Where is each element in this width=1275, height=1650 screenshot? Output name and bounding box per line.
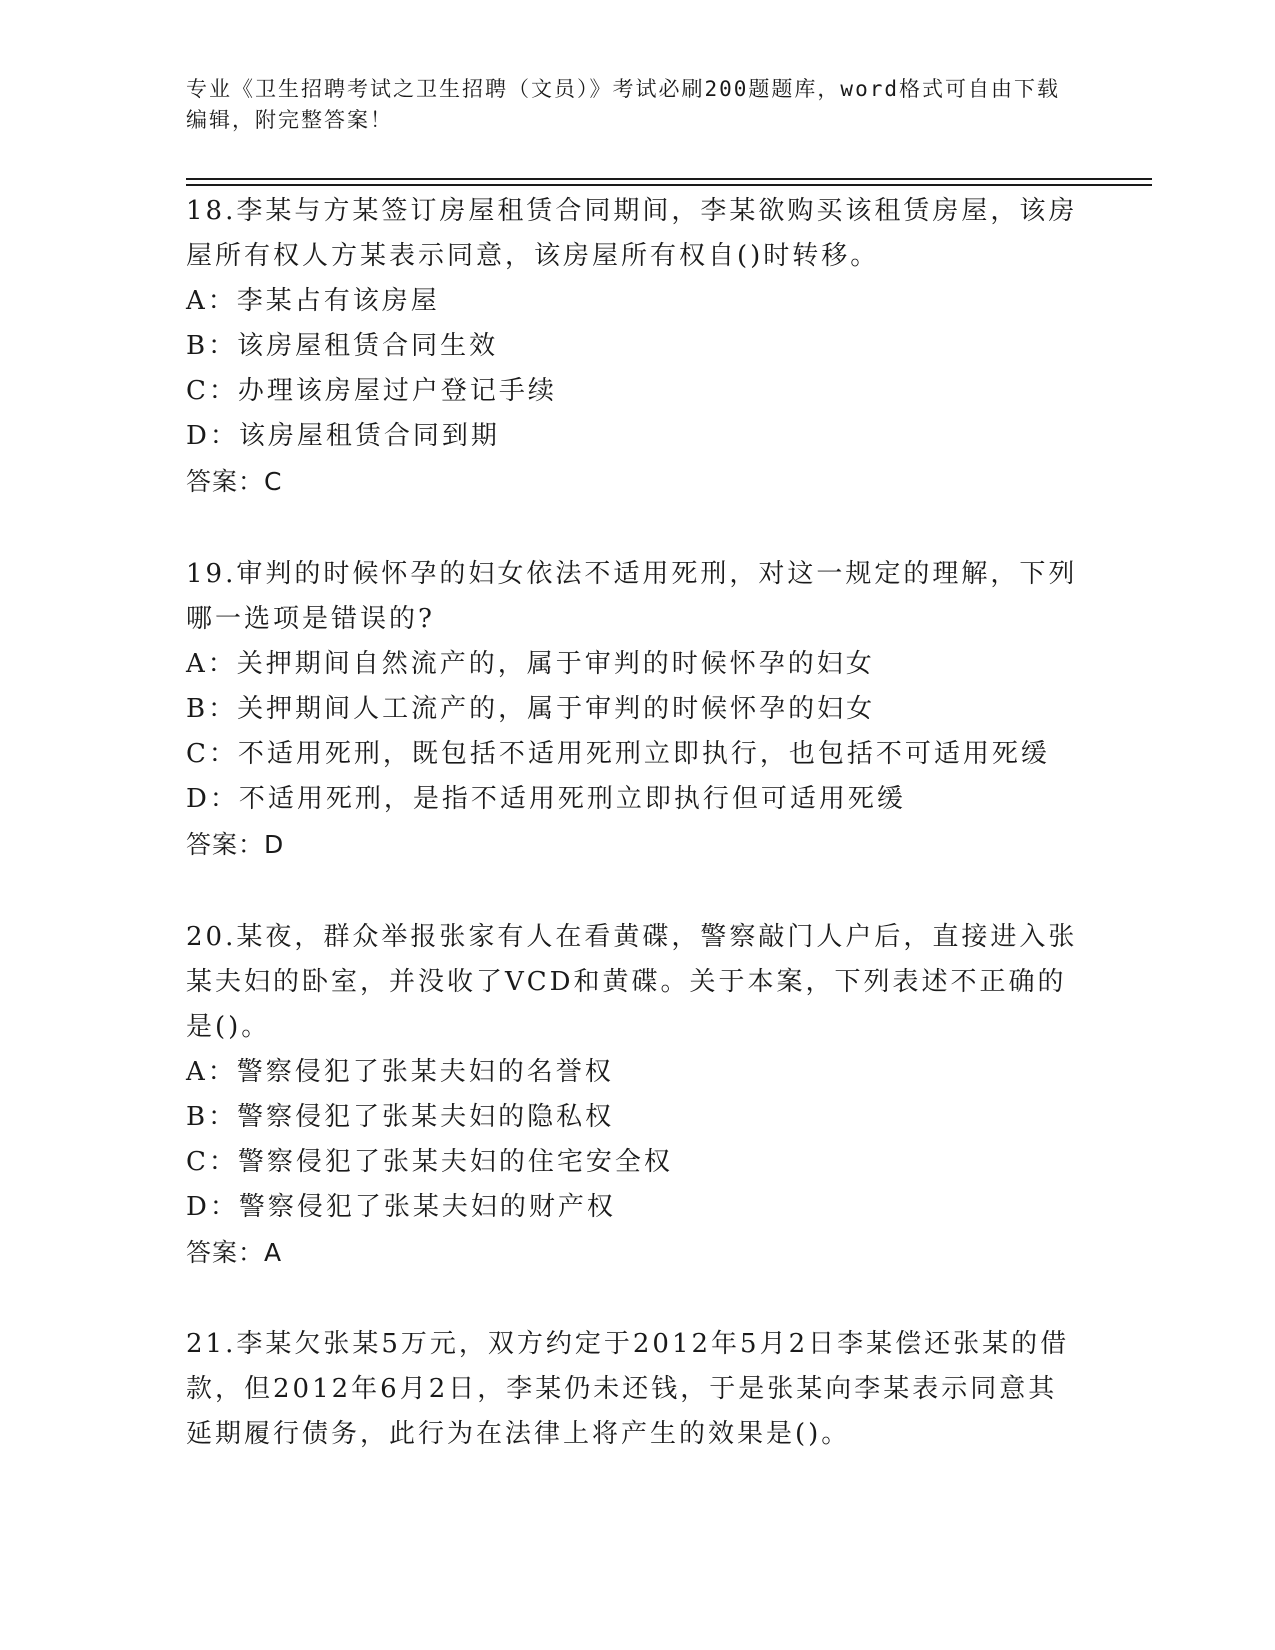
question-stem: 21.李某欠张某5万元，双方约定于2012年5月2日李某偿还张某的借款，但2012年6月2日，李某仍未还钱，于是张某向李某表示同意其延期履行债务，此行为在法律上将产生的效果是()。 [186, 1329, 1070, 1449]
option-c: C：警察侵犯了张某夫妇的住宅安全权 [186, 1147, 673, 1177]
question-20 [186, 915, 1086, 1275]
question-18 [186, 189, 1086, 504]
option-c: C：不适用死刑，既包括不适用死刑立即执行，也包括不可适用死缓 [186, 739, 1050, 769]
question-stem: 20.某夜，群众举报张家有人在看黄碟，警察敲门人户后，直接进入张某夫妇的卧室，并没收了VCD和黄碟。关于本案，下列表述不正确的是()。 [186, 922, 1078, 1042]
question-stem: 19.审判的时候怀孕的妇女依法不适用死刑，对这一规定的理解，下列哪一选项是错误的? [186, 559, 1078, 634]
option-d: D：该房屋租赁合同到期 [186, 421, 500, 451]
option-d: D：警察侵犯了张某夫妇的财产权 [186, 1192, 616, 1222]
option-b: B：警察侵犯了张某夫妇的隐私权 [186, 1102, 615, 1132]
question-stem: 18.李某与方某签订房屋租赁合同期间，李某欲购买该租赁房屋，该房屋所有权人方某表示同意，该房屋所有权自()时转移。 [186, 196, 1078, 271]
option-b: B：关押期间人工流产的，属于审判的时候怀孕的妇女 [186, 694, 876, 724]
option-b: B：该房屋租赁合同生效 [186, 331, 499, 361]
option-d: D：不适用死刑，是指不适用死刑立即执行但可适用死缓 [186, 784, 906, 814]
answer: 答案：C [186, 467, 283, 496]
document-header: 专业《卫生招聘考试之卫生招聘（文员）》考试必刷200题题库，word格式可自由下载编辑，附完整答案！ [186, 77, 1060, 132]
option-a: A：警察侵犯了张某夫妇的名誉权 [186, 1057, 614, 1087]
option-a: A：关押期间自然流产的，属于审判的时候怀孕的妇女 [186, 649, 875, 679]
header-rule-top [186, 178, 1152, 180]
option-c: C：办理该房屋过户登记手续 [186, 376, 557, 406]
answer: 答案：A [186, 1238, 283, 1267]
answer: 答案：D [186, 830, 285, 859]
header-rule-bottom [186, 184, 1152, 186]
option-a: A：李某占有该房屋 [186, 286, 440, 316]
question-21 [186, 1322, 1086, 1457]
question-19 [186, 552, 1086, 867]
